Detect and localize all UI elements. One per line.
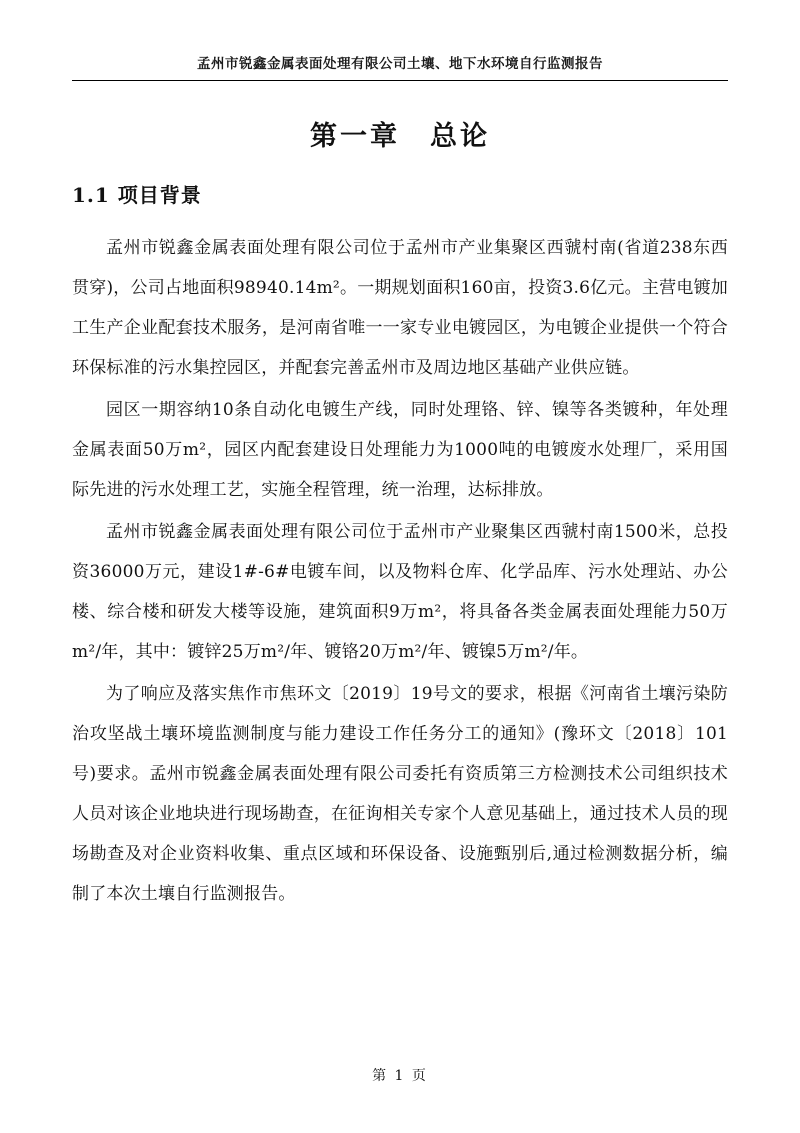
header-divider: [72, 80, 728, 81]
section-title: 1.1 项目背景: [72, 183, 202, 207]
paragraph-4: 为了响应及落实焦作市焦环文〔2019〕19号文的要求，根据《河南省土壤污染防治攻坚战土壤环境监测制度与能力建设工作任务分工的通知》(豫环文〔2018〕101号)要求。孟州市锐鑫金属表面处理有限公司委托有资质第三方检测技术公司组织技术人员对该企业地块进行现场勘查，在征询相关专家个人意见基础上，通过技术人员的现场勘查及对企业资料收集、重点区域和环保设备、设施甄别后,通过检测数据分析，编制了本次土壤自行监测报告。: [72, 684, 728, 904]
paragraph-1: 孟州市锐鑫金属表面处理有限公司位于孟州市产业集聚区西虢村南(省道238东西贯穿)，公司占地面积98940.14m²。一期规划面积160亩，投资3.6亿元。主营电镀加工生产企业配套技术服务，是河南省唯一一家专业电镀园区，为电镀企业提供一个符合环保标准的污水集控园区，并配套完善孟州市及周边地区基础产业供应链。: [72, 238, 728, 378]
paragraph-2: 园区一期容纳10条自动化电镀生产线，同时处理铬、锌、镍等各类镀种，年处理金属表面50万m²，园区内配套建设日处理能力为1000吨的电镀废水处理厂，采用国际先进的污水处理工艺，实施全程管理，统一治理，达标排放。: [72, 400, 728, 500]
chapter-title: 第一章 总论: [310, 121, 490, 152]
page-content: [72, 96, 728, 916]
running-header: 孟州市锐鑫金属表面处理有限公司土壤、地下水环境自行监测报告: [197, 56, 603, 72]
paragraph-3: 孟州市锐鑫金属表面处理有限公司位于孟州市产业聚集区西虢村南1500米，总投资36000万元，建设1#-6#电镀车间，以及物料仓库、化学品库、污水处理站、办公楼、综合楼和研发大楼等设施，建筑面积9万m²，将具备各类金属表面处理能力50万m²/年，其中：镀锌25万m²/年、镀铬20万m²/年、镀镍5万m²/年。: [72, 522, 728, 662]
page-footer: 第 1 页: [372, 1068, 428, 1084]
